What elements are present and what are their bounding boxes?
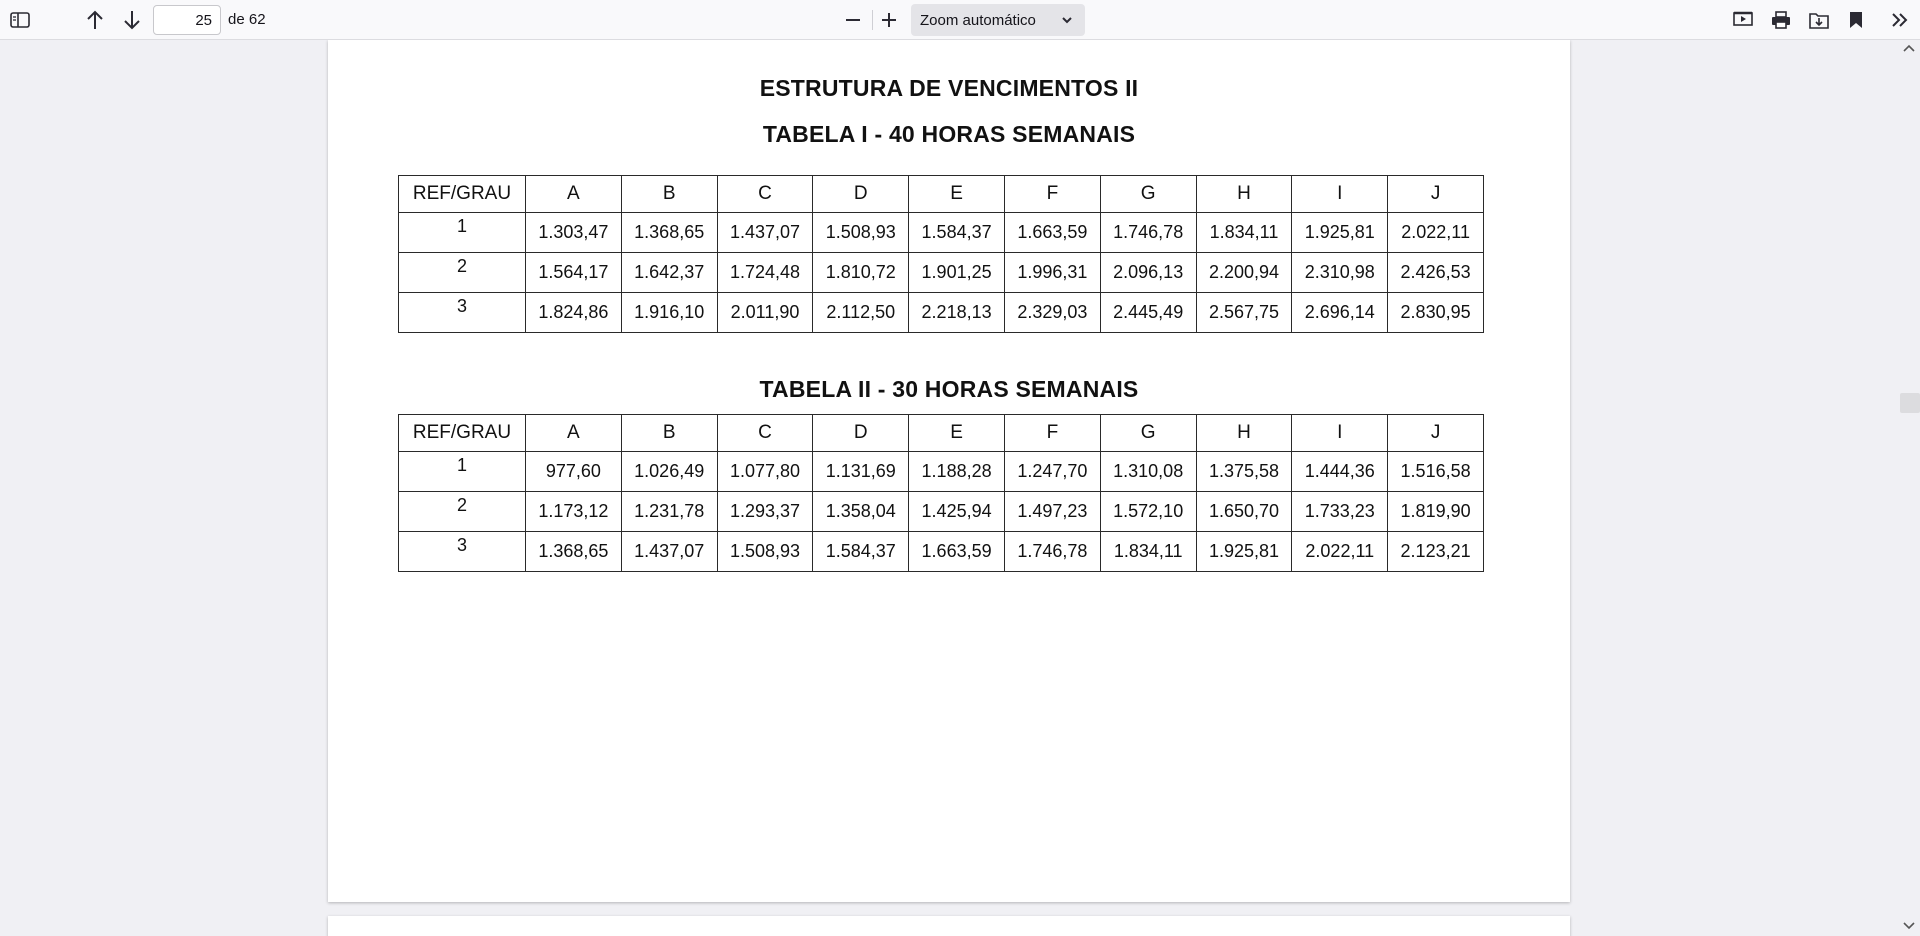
table-cell: 2.567,75 xyxy=(1196,293,1292,333)
table-cell: 2.022,11 xyxy=(1388,213,1484,253)
table-cell: 1.584,37 xyxy=(909,213,1005,253)
table-cell: 1.819,90 xyxy=(1388,492,1484,532)
table-cell: 1.303,47 xyxy=(526,213,622,253)
table-cell: 1.650,70 xyxy=(1196,492,1292,532)
table-cell: 1.173,12 xyxy=(526,492,622,532)
table-cell: 2.426,53 xyxy=(1388,253,1484,293)
document-title: ESTRUTURA DE VENCIMENTOS II xyxy=(759,75,1139,101)
document-viewer[interactable] xyxy=(0,40,1920,936)
plus-icon xyxy=(880,11,898,29)
table-cell: 2.112,50 xyxy=(813,293,909,333)
table-cell: 1.642,37 xyxy=(621,253,717,293)
column-header: I xyxy=(1292,415,1388,452)
table-row xyxy=(399,293,1484,333)
table-cell: 1.310,08 xyxy=(1100,452,1196,492)
column-header: A xyxy=(526,415,622,452)
table-cell: 2.011,90 xyxy=(717,293,813,333)
previous-page-button[interactable] xyxy=(79,4,111,36)
table-cell: 1.663,59 xyxy=(1004,213,1100,253)
table-title: TABELA II - 30 HORAS SEMANAIS xyxy=(759,376,1139,402)
table-cell: 1 xyxy=(399,213,526,253)
table-row xyxy=(399,253,1484,293)
zoom-select[interactable] xyxy=(911,4,1085,36)
table-cell: 2.830,95 xyxy=(1388,293,1484,333)
table-cell: 977,60 xyxy=(526,452,622,492)
column-header: I xyxy=(1292,176,1388,213)
table-cell: 2.022,11 xyxy=(1292,532,1388,572)
minus-icon xyxy=(844,11,862,29)
table-cell: 3 xyxy=(399,532,526,572)
more-tools-button[interactable] xyxy=(1884,4,1916,36)
table-cell: 1.293,37 xyxy=(717,492,813,532)
column-header: B xyxy=(621,176,717,213)
table-row xyxy=(399,213,1484,253)
table-cell: 1.247,70 xyxy=(1004,452,1100,492)
table-cell: 2.696,14 xyxy=(1292,293,1388,333)
table-cell: 1.996,31 xyxy=(1004,253,1100,293)
sidebar-toggle-button[interactable] xyxy=(4,4,36,36)
column-header: D xyxy=(813,415,909,452)
bookmark-button[interactable] xyxy=(1840,4,1872,36)
table-cell: 1.358,04 xyxy=(813,492,909,532)
table-cell: 1.810,72 xyxy=(813,253,909,293)
column-header: D xyxy=(813,176,909,213)
table-cell: 1.375,58 xyxy=(1196,452,1292,492)
table-row xyxy=(399,492,1484,532)
scrollbar-thumb[interactable] xyxy=(1900,393,1920,413)
pdf-page xyxy=(328,40,1570,902)
more-tools-icon xyxy=(1891,12,1909,28)
table-cell: 1.437,07 xyxy=(621,532,717,572)
column-header: C xyxy=(717,176,813,213)
column-header: G xyxy=(1100,415,1196,452)
table-cell: 1.508,93 xyxy=(813,213,909,253)
pdf-next-page xyxy=(328,916,1570,936)
column-header: F xyxy=(1004,176,1100,213)
sidebar-toggle-icon xyxy=(10,12,30,28)
table-cell: 2.329,03 xyxy=(1004,293,1100,333)
page-number-input[interactable] xyxy=(153,5,221,35)
scroll-up-arrow[interactable] xyxy=(1902,42,1916,56)
column-header: J xyxy=(1388,415,1484,452)
salary-table-40h xyxy=(398,175,1484,333)
zoom-in-button[interactable] xyxy=(873,4,905,36)
table-cell: 1.901,25 xyxy=(909,253,1005,293)
column-header: REF/GRAU xyxy=(399,176,526,213)
column-header: H xyxy=(1196,176,1292,213)
column-header: E xyxy=(909,176,1005,213)
table-cell: 1.368,65 xyxy=(621,213,717,253)
table-cell: 1.508,93 xyxy=(717,532,813,572)
table-cell: 1.516,58 xyxy=(1388,452,1484,492)
column-header: H xyxy=(1196,415,1292,452)
table-cell: 1.368,65 xyxy=(526,532,622,572)
table-cell: 2 xyxy=(399,492,526,532)
salary-table-30h xyxy=(398,414,1484,572)
column-header: A xyxy=(526,176,622,213)
next-page-button[interactable] xyxy=(116,4,148,36)
table-cell: 1.834,11 xyxy=(1196,213,1292,253)
arrow-up-icon xyxy=(86,10,104,30)
table-cell: 2 xyxy=(399,253,526,293)
table-cell: 2.445,49 xyxy=(1100,293,1196,333)
table-cell: 1.663,59 xyxy=(909,532,1005,572)
table-cell: 1.925,81 xyxy=(1196,532,1292,572)
table-cell: 1.497,23 xyxy=(1004,492,1100,532)
zoom-out-button[interactable] xyxy=(837,4,869,36)
arrow-down-icon xyxy=(123,10,141,30)
table-cell: 1.834,11 xyxy=(1100,532,1196,572)
table-cell: 1.026,49 xyxy=(621,452,717,492)
page-count-label: de 62 xyxy=(228,11,266,28)
column-header: J xyxy=(1388,176,1484,213)
table-cell: 1.584,37 xyxy=(813,532,909,572)
table-cell: 1.188,28 xyxy=(909,452,1005,492)
table-cell: 2.310,98 xyxy=(1292,253,1388,293)
table-cell: 1.437,07 xyxy=(717,213,813,253)
presentation-mode-button[interactable] xyxy=(1727,4,1759,36)
pdf-toolbar xyxy=(0,0,1920,40)
table-cell: 2.200,94 xyxy=(1196,253,1292,293)
print-icon xyxy=(1771,11,1791,29)
table-header-row xyxy=(399,415,1484,452)
save-button[interactable] xyxy=(1803,4,1835,36)
column-header: E xyxy=(909,415,1005,452)
table-title: TABELA I - 40 HORAS SEMANAIS xyxy=(762,121,1136,147)
chevron-down-icon xyxy=(1061,14,1073,26)
column-header: REF/GRAU xyxy=(399,415,526,452)
table-cell: 1.425,94 xyxy=(909,492,1005,532)
table-row xyxy=(399,532,1484,572)
column-header: C xyxy=(717,415,813,452)
presentation-icon xyxy=(1733,11,1753,29)
column-header: B xyxy=(621,415,717,452)
table-row xyxy=(399,452,1484,492)
save-icon xyxy=(1809,11,1829,29)
table-cell: 1.131,69 xyxy=(813,452,909,492)
table-cell: 1.746,78 xyxy=(1004,532,1100,572)
table-cell: 1.824,86 xyxy=(526,293,622,333)
table-cell: 2.218,13 xyxy=(909,293,1005,333)
table-cell: 2.123,21 xyxy=(1388,532,1484,572)
table-cell: 1.077,80 xyxy=(717,452,813,492)
bookmark-icon xyxy=(1849,11,1863,29)
table-cell: 2.096,13 xyxy=(1100,253,1196,293)
table-cell: 1.724,48 xyxy=(717,253,813,293)
table-header-row xyxy=(399,176,1484,213)
table-cell: 1.564,17 xyxy=(526,253,622,293)
column-header: G xyxy=(1100,176,1196,213)
table-cell: 1.231,78 xyxy=(621,492,717,532)
scroll-down-arrow[interactable] xyxy=(1902,918,1916,932)
table-cell: 1.572,10 xyxy=(1100,492,1196,532)
zoom-select-value: Zoom automático xyxy=(920,11,1036,29)
table-cell: 1.733,23 xyxy=(1292,492,1388,532)
table-cell: 1.925,81 xyxy=(1292,213,1388,253)
table-cell: 1.916,10 xyxy=(621,293,717,333)
table-cell: 3 xyxy=(399,293,526,333)
table-cell: 1.444,36 xyxy=(1292,452,1388,492)
table-cell: 1.746,78 xyxy=(1100,213,1196,253)
table-cell: 1 xyxy=(399,452,526,492)
print-button[interactable] xyxy=(1765,4,1797,36)
column-header: F xyxy=(1004,415,1100,452)
